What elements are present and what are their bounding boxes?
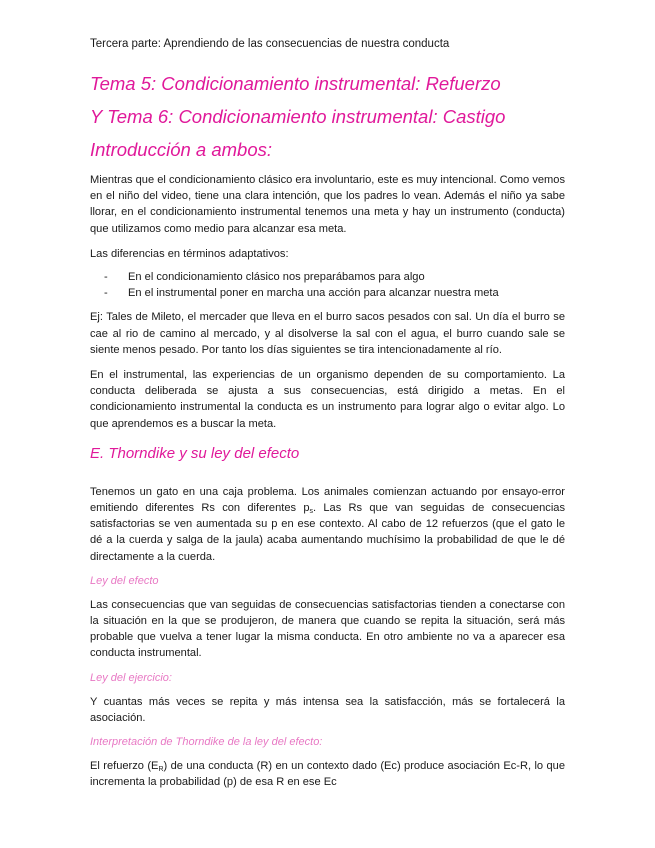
paragraph-instrumental: En el instrumental, las experiencias de un organismo dependen de su comportamiento. La conducta deliberada se ajusta a sus consecuencias, está dirigido a metas. En el condicionamiento instrumental la conducta es un instrumento para lograr algo o evitar algo. Lo que aprendemos es a buscar la meta.	[90, 369, 565, 430]
introduction-heading: Introducción a ambos:	[90, 139, 273, 160]
list-marker: -	[104, 287, 108, 300]
thorndike-section-heading: E. Thorndike y su ley del efecto	[90, 444, 300, 462]
law-of-effect-heading: Ley del efecto	[90, 574, 159, 587]
list-marker: -	[104, 271, 108, 284]
list-item-text: En el condicionamiento clásico nos preparábamos para algo	[128, 271, 425, 284]
paragraph-intro: Mientras que el condicionamiento clásico era involuntario, este es muy intencional. Como vemos en el niño del video, tiene una clara intención, que los padres lo vean. Además el niño ya sabe llorar, en el condicionamiento instrumental tenemos una meta y hay un instrumento (conducta) que utilizamos como medio para alcanzar esa meta.	[90, 174, 565, 235]
list-item	[90, 269, 565, 285]
topic-6-title: Y Tema 6: Condicionamiento instrumental: Castigo	[90, 106, 506, 127]
differences-list	[90, 269, 565, 301]
page-header: Tercera parte: Aprendiendo de las consecuencias de nuestra conducta	[90, 38, 450, 50]
paragraph-cat-experiment: Tenemos un gato en una caja problema. Los animales comienzan actuando por ensayo-error emitiendo diferentes Rs con diferentes $p_s$. Las Rs que van seguidas de consecuencias satisfactorias se ven aumentada su p en ese contexto. Al cabo de 12 refuerzos (que el gato le dé a la cuerda y salga de la jaula) acaba aumentando muchísimo la probabilidad de que le dé directamente a la cuerda.	[90, 485, 565, 563]
paragraph-law-of-effect: Las consecuencias que van seguidas de consecuencias satisfactorias tienden a conectarse con la situación en la que se produjeron, de manera que cuando se repita la situación, será más probable que vuelva a tener lugar la misma conducta. En otro ambiente no va a aparecer esa conducta instrumental.	[90, 598, 565, 660]
interpretation-heading: Interpretación de Thorndike de la ley del efecto:	[90, 736, 323, 749]
paragraph-interpretation: El refuerzo $(E_R)$ de una conducta (R) en un contexto dado (Ec) produce asociación Ec-R, lo que incrementa la probabilidad (p) de esa R en ese Ec	[90, 760, 566, 789]
topic-5-title: Tema 5: Condicionamiento instrumental: Refuerzo	[90, 73, 501, 94]
paragraph-differences: Las diferencias en términos adaptativos:	[90, 247, 289, 260]
list-item	[90, 285, 565, 301]
paragraph-example: Ej: Tales de Mileto, el mercader que lleva en el burro sacos pesados con sal. Un día el burro se cae al rio de camino al mercado, y al disolverse la sal con el agua, el burro cuando sale se siente menos pesado. Por tanto los días siguientes se tira intencionadamente al río.	[90, 311, 565, 356]
paragraph-law-of-exercise: Y cuantas más veces se repita y más intensa sea la satisfacción, más se fortalecerá la asociación.	[90, 695, 565, 724]
list-item-text: En el instrumental poner en marcha una acción para alcanzar nuestra meta	[128, 287, 499, 300]
law-of-exercise-heading: Ley del ejercicio:	[90, 671, 172, 684]
